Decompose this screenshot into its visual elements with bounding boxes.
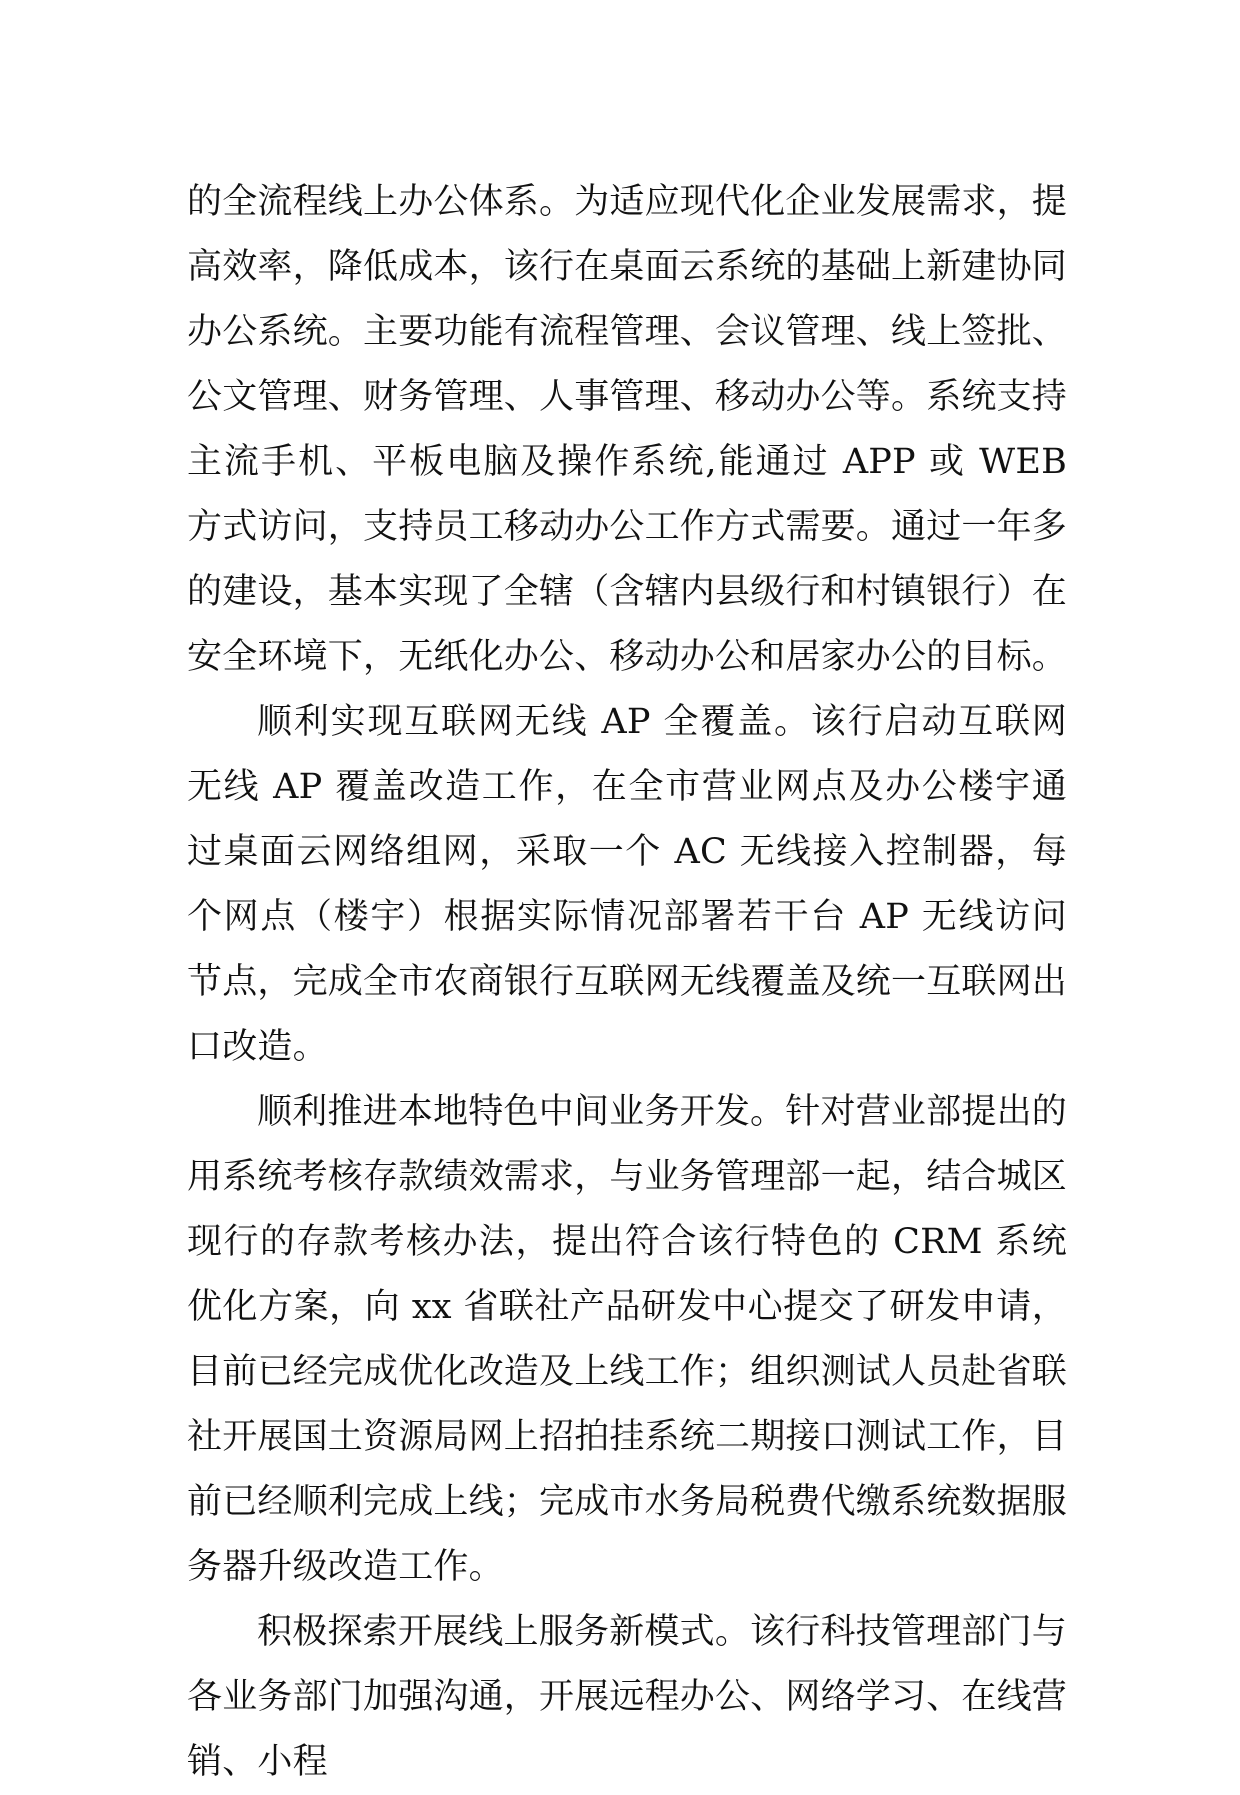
paragraph-online-service: 积极探索开展线上服务新模式。该行科技管理部门与各业务部门加强沟通，开展远程办公、网络学习、在线营销、小程 bbox=[187, 1612, 1068, 1782]
paragraph-continuation: 的全流程线上办公体系。为适应现代化企业发展需求，提高效率，降低成本，该行在桌面云系统的基础上新建协同办公系统。主要功能有流程管理、会议管理、线上签批、公文管理、财务管理、人事管理、移动办公等。系统支持主流手机、平板电脑及操作系统,能通过 APP 或 WEB 方式访问，支持员工移动办公工作方式需要。通过一年多的建设，基本实现了全辖（含辖内县级行和村镇银行）在安全环境下，无纸化办公、移动办公和居家办公的目标。 bbox=[187, 182, 1068, 677]
paragraph-local-business: 顺利推进本地特色中间业务开发。针对营业部提出的用系统考核存款绩效需求，与业务管理部一起，结合城区现行的存款考核办法，提出符合该行特色的 CRM 系统优化方案，向 xx 省联社产品研发中心提交了研发申请，目前已经完成优化改造及上线工作；组织测试人员赴省联社开展国土资源局网上招拍挂系统二期接口测试工作，目前已经顺利完成上线；完成市水务局税费代缴系统数据服务器升级改造工作。 bbox=[187, 1092, 1068, 1587]
paragraph-wireless-ap: 顺利实现互联网无线 AP 全覆盖。该行启动互联网无线 AP 覆盖改造工作，在全市营业网点及办公楼宇通过桌面云网络组网，采取一个 AC 无线接入控制器，每个网点（楼宇）根据实际情况部署若干台 AP 无线访问节点，完成全市农商银行互联网无线覆盖及统一互联网出口改造。 bbox=[187, 702, 1068, 1067]
document-body bbox=[187, 170, 1067, 1795]
